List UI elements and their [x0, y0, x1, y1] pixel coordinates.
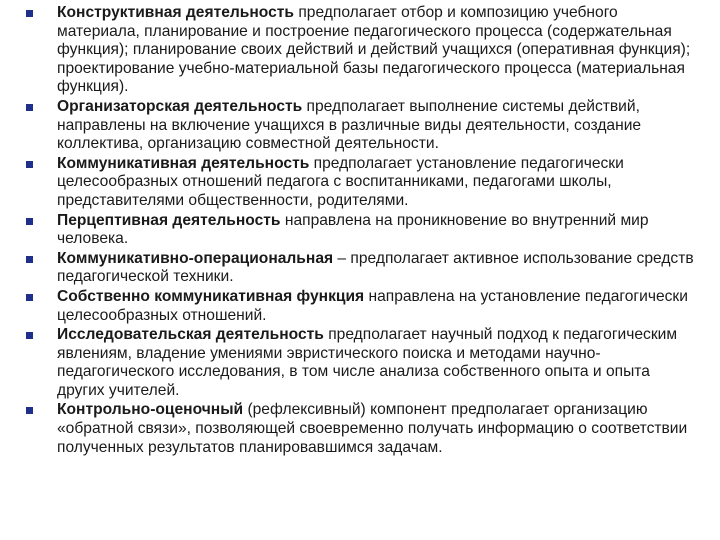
item-text: направлена на установление педагогически целесообразных отношений. [57, 287, 688, 324]
list-item [24, 326, 700, 400]
list-item [24, 212, 700, 249]
item-term: Перцептивная деятельность [57, 211, 281, 229]
bullet-list [24, 4, 700, 458]
square-bullet-icon [26, 407, 33, 414]
item-term: Исследовательская деятельность [57, 326, 324, 344]
item-text: направлена на проникновение во внутренний мир человека. [57, 211, 649, 248]
square-bullet-icon [26, 332, 33, 339]
square-bullet-icon [26, 161, 33, 168]
item-term: Коммуникативно-операциональная [57, 249, 334, 267]
list-item [24, 155, 700, 211]
square-bullet-icon [26, 294, 33, 301]
item-term: Контрольно-оценочный [57, 401, 244, 419]
item-term: Собственно коммуникативная функция [57, 287, 365, 305]
square-bullet-icon [26, 104, 33, 111]
item-text: предполагает установление педагогически целесообразных отношений педагога с воспитанниками, педагогами школы, представителями общественности, родителями. [57, 154, 624, 209]
item-term: Конструктивная деятельность [57, 4, 295, 21]
item-text: предполагает выполнение системы действий, направлены на включение учащихся в различные виды деятельности, создание коллектива, организацию совместной деятельности. [57, 97, 642, 153]
item-text: – предполагает активное использование средств педагогической техники. [57, 249, 694, 286]
item-text: предполагает отбор и композицию учебного материала, планирование и построение педагогического процесса (содержательная функция); планирование своих действий и действий учащихся (оперативная функция); проектирование учебно-материальной базы педагогического процесса (материальная функция). [57, 4, 691, 96]
list-item [24, 98, 700, 154]
square-bullet-icon [26, 256, 33, 263]
item-text: предполагает научный подход к педагогическим явлениям, владение умениями эвристического поиска и методами научно-педагогического исследования, в том числе анализа собственного опыта и опыта других учителей. [57, 326, 678, 399]
list-item [24, 250, 700, 287]
list-item [24, 4, 700, 97]
list-item [24, 288, 700, 325]
square-bullet-icon [26, 10, 33, 17]
square-bullet-icon [26, 218, 33, 225]
item-text: (рефлексивный) компонент предполагает организацию «обратной связи», позволяющей своевременно получать информацию о соответствии полученных результатов планировавшимся задачам. [57, 401, 688, 456]
list-item [24, 401, 700, 457]
item-term: Организаторская деятельность [57, 97, 303, 115]
item-term: Коммуникативная деятельность [57, 154, 310, 172]
